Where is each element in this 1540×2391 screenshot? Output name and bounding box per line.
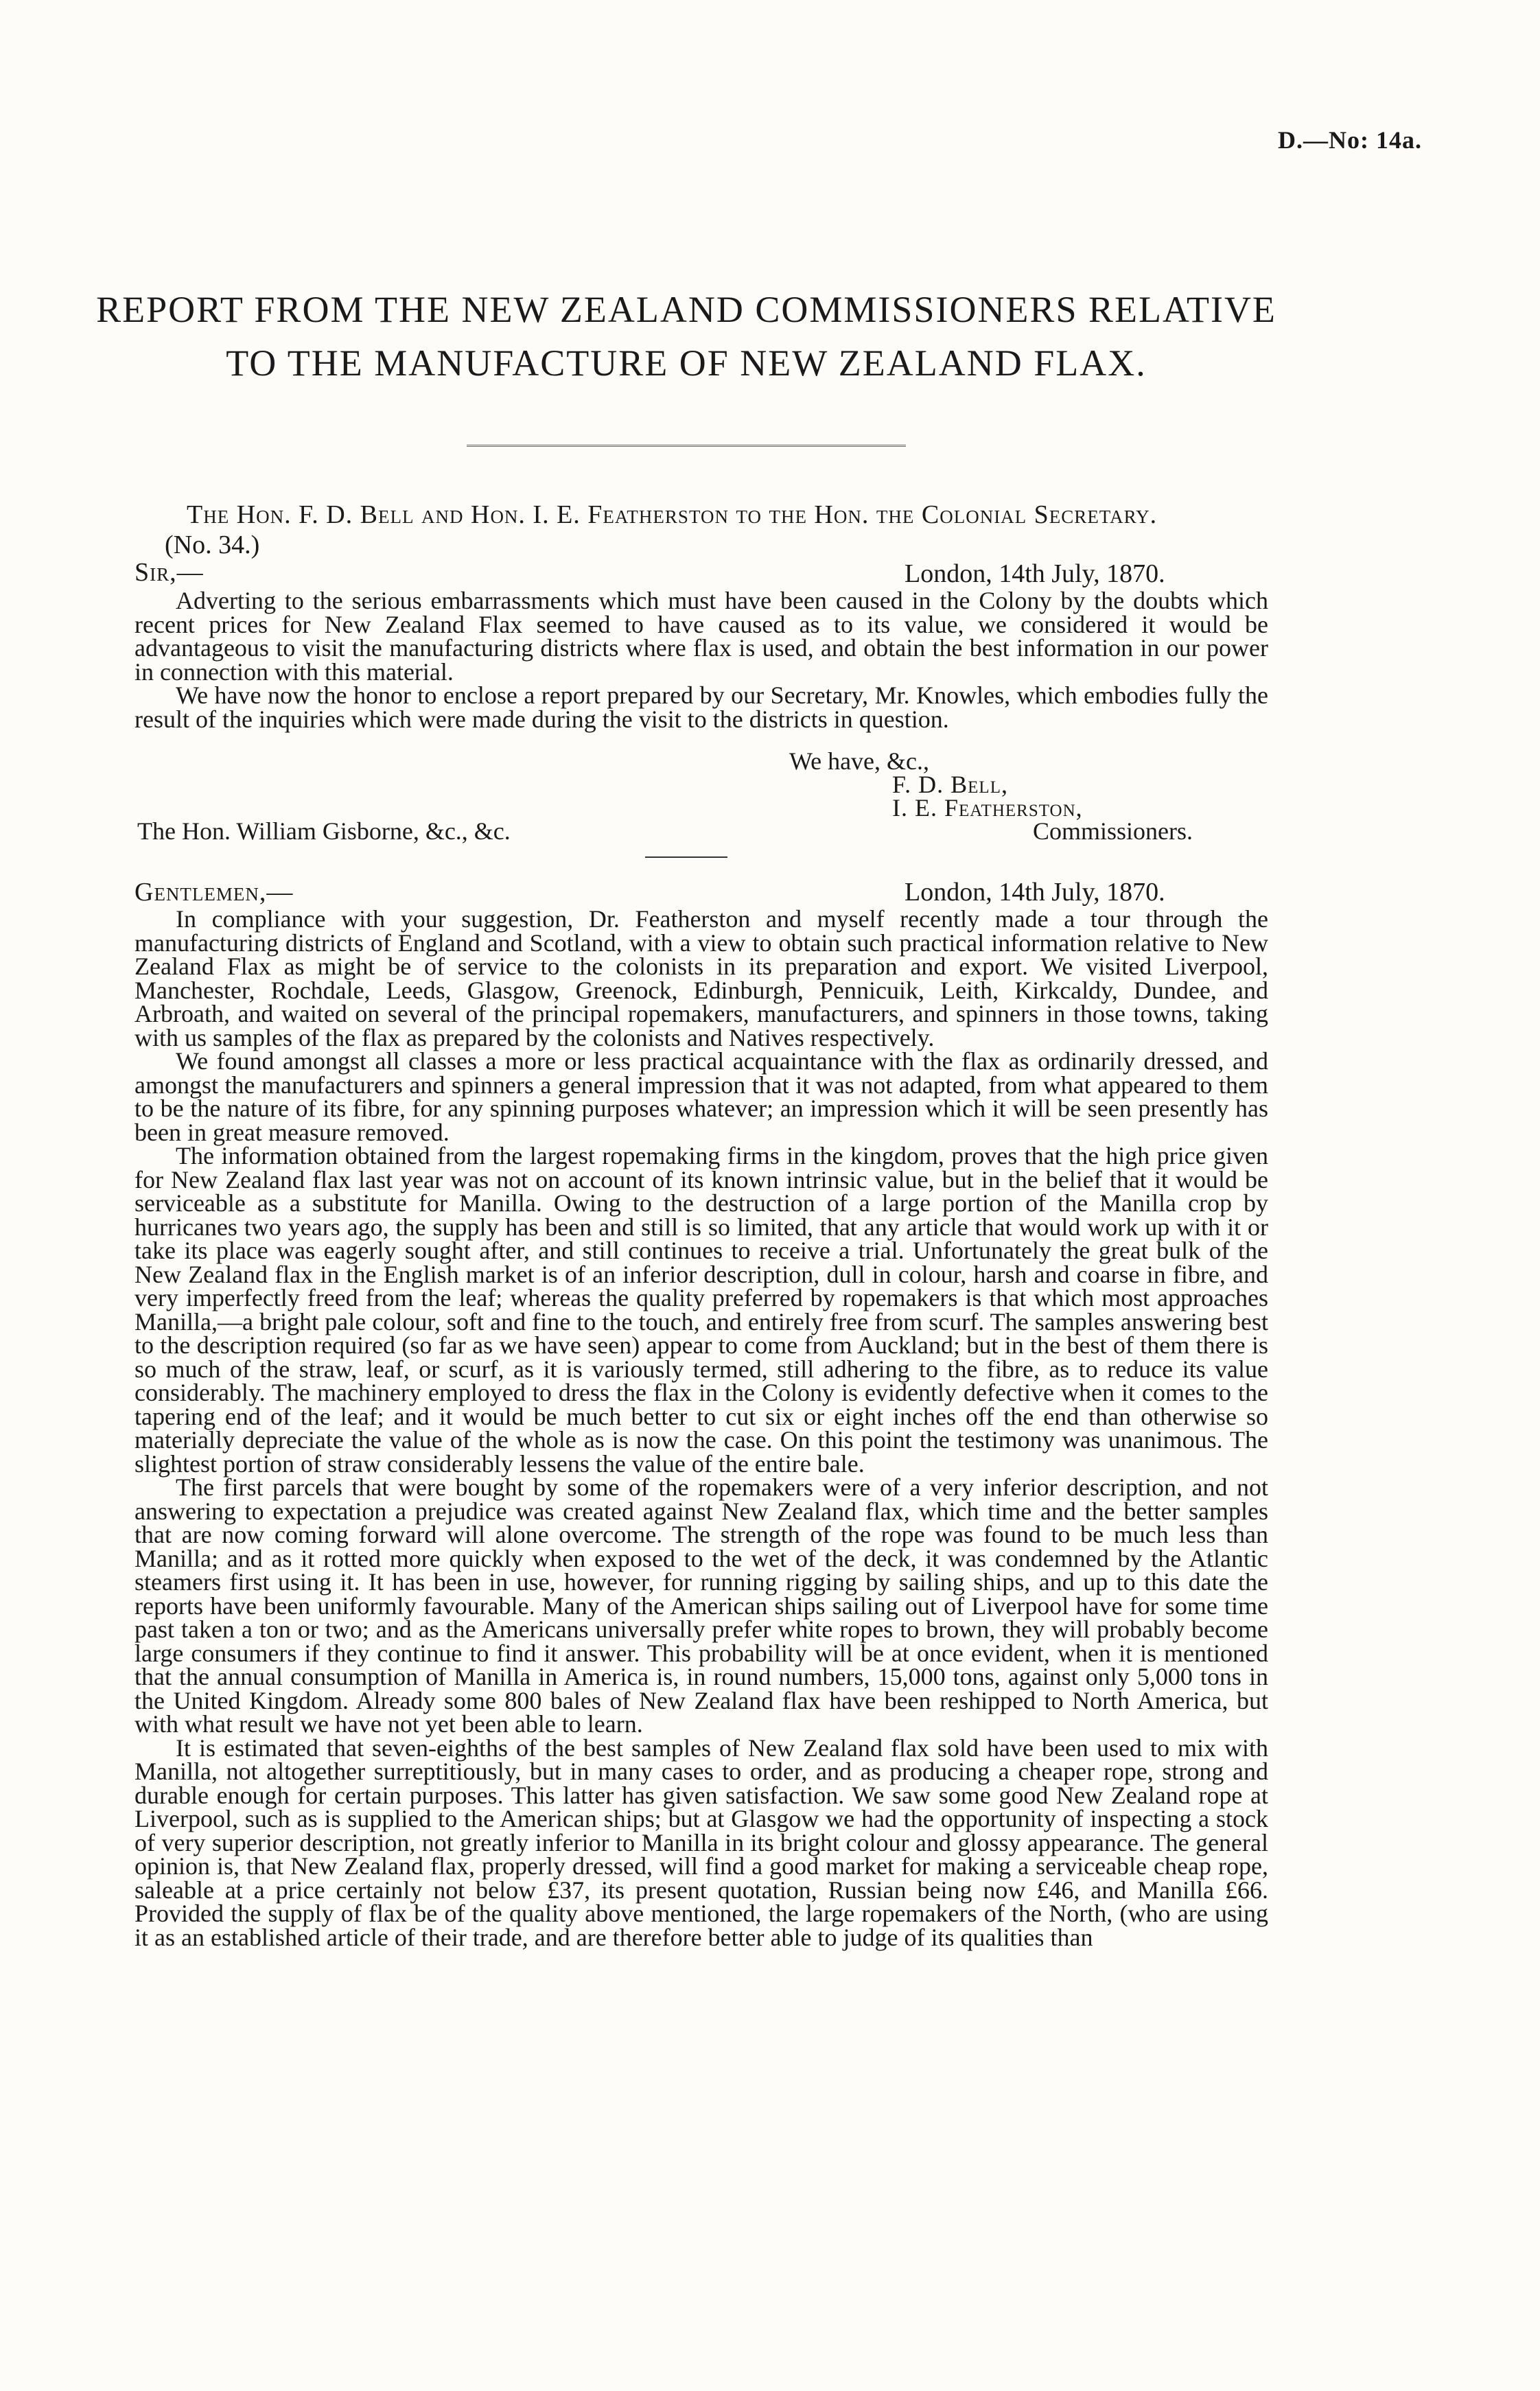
signer-title: Commissioners. <box>1033 817 1193 845</box>
signer-name: I. E. Featherston, <box>892 794 1083 821</box>
title-divider <box>467 445 906 447</box>
page-identifier: D.—No: 14a. <box>1278 126 1422 154</box>
letter-body <box>135 589 1268 731</box>
report-paragraph: The first parcels that were bought by some of the ropemakers were of a very inferior description, and not answering to expectation a prejudice was created against New Zealand flax, which time and the better samples that are now coming forward will alone overcome. The strength of the rope was found to be much less than Manilla; and as it rotted more quickly when exposed to the wet of the deck, it was condemned by the Atlantic steamers first using it. It has been in use, however, for running rigging by sailing ships, and up to this date the reports have been uniformly favourable. Many of the American ships sailing out of Liverpool have for some time past taken a ton or two; and as the Americans universally prefer white ropes to brown, they will probably become large consumers if they continue to find it answer. This probability will be at once evident, when it is mentioned that the annual consumption of Manilla in America is, in round numbers, 15,000 tons, against only 5,000 tons in the United Kingdom. Already some 800 bales of New Zealand flax have been reshipped to North America, but with what result we have not yet been able to learn. <box>135 1473 1268 1738</box>
document-title-line-2: TO THE MANUFACTURE OF NEW ZEALAND FLAX. <box>226 342 1147 384</box>
report-paragraph: In compliance with your suggestion, Dr. Featherston and myself recently made a tour through the manufacturing districts of England and Scotland, with a view to obtain such practical information relative to New Zealand Flax as might be of service to the colonists in its preparation and export. We visited Liverpool, Manchester, Rochdale, Leeds, Glasgow, Greenock, Edinburgh, Pennicuik, Leith, Kirkcaldy, Dundee, and Arbroath, and waited on several of the principal ropemakers, manufacturers, and spinners in those towns, taking with us samples of the flax as prepared by the colonists and Natives respectively. <box>135 905 1268 1051</box>
report-paragraph: We found amongst all classes a more or less practical acquaintance with the flax as ordinarily dressed, and amongst the manufacturers and spinners a general impression that it was not adapted, from what appeared to them to be the nature of its fibre, for any spinning purposes whatever; an impression which it will be seen presently has been in great measure removed. <box>135 1047 1268 1146</box>
signer-name: F. D. Bell, <box>892 771 1008 798</box>
document-title-line-1: REPORT FROM THE NEW ZEALAND COMMISSIONERS RELATIVE <box>96 289 1276 330</box>
letter-salutation: Sir,— <box>135 558 204 587</box>
section-divider <box>645 856 727 858</box>
letter-number: (No. 34.) <box>165 530 260 559</box>
report-salutation: Gentlemen,— <box>135 878 294 907</box>
letter-paragraph: Adverting to the serious embarrassments which must have been caused in the Colony by the doubts which recent prices for New Zealand Flax seemed to have caused as to its value, we considered it would be advantageous to visit the manufacturing districts where flax is used, and obtain the best information in our power in connection with this material. <box>135 587 1268 686</box>
letter-recipient: The Hon. William Gisborne, &c., &c. <box>137 817 511 845</box>
letter-date: London, 14th July, 1870. <box>905 559 1165 588</box>
report-paragraph: The information obtained from the largest ropemaking firms in the kingdom, proves that the high price given for New Zealand flax last year was not on account of its known intrinsic value, but in the belief that it would be serviceable as a substitute for Manilla. Owing to the destruction of a large portion of the Manilla crop by hurricanes two years ago, the supply has been and still is so limited, that any article that would work up with it or take its place was eagerly sought after, and still continues to receive a trial. Unfortunately the great bulk of the New Zealand flax in the English market is of an inferior description, dull in colour, harsh and coarse in fibre, and very imperfectly freed from the leaf; whereas the quality preferred by ropemakers is that which most approaches Manilla,—a bright pale colour, soft and fine to the touch, and entirely free from scurf. The samples answering best to the description required (so far as we have seen) appear to come from Auckland; but in the best of them there is so much of the straw, leaf, or scurf, as it is variously termed, still adhering to the fibre, as to reduce its value considerably. The machinery employed to dress the flax in the Colony is evidently defective when it comes to the tapering end of the leaf; and it would be much better to cut six or eight inches off the end than otherwise so materially depreciate the value of the whole as is now the case. On this point the testimony was unanimous. The slightest portion of straw considerably lessens the value of the entire bale. <box>135 1142 1268 1478</box>
report-paragraph: It is estimated that seven-eighths of the best samples of New Zealand flax sold have been used to mix with Manilla, not altogether surreptitiously, but in many cases to order, and as producing a cheaper rope, strong and durable enough for certain purposes. This latter has given satisfaction. We saw some good New Zealand rope at Liverpool, such as is supplied to the American ships; but at Glasgow we had the opportunity of inspecting a stock of very superior description, not greatly inferior to Manilla in its bright colour and glossy appearance. The general opinion is, that New Zealand flax, properly dressed, will find a good market for making a serviceable cheap rope, saleable at a price certainly not below £37, its present quotation, Russian being now £46, and Manilla £66. Provided the supply of flax be of the quality above mentioned, the large ropemakers of the North, (who are using it as an established article of their trade, and are therefore better able to judge of its qualities than <box>135 1734 1268 1951</box>
letter-paragraph: We have now the honor to enclose a report prepared by our Secretary, Mr. Knowles, which embodies fully the result of the inquiries which were made during the visit to the districts in question. <box>135 681 1268 733</box>
letter-closing: We have, &c., <box>789 747 930 775</box>
letter-address: The Hon. F. D. Bell and Hon. I. E. Featherston to the Hon. the Colonial Secretary. <box>187 500 1158 529</box>
report-body <box>135 907 1268 1949</box>
report-date: London, 14th July, 1870. <box>905 878 1165 907</box>
